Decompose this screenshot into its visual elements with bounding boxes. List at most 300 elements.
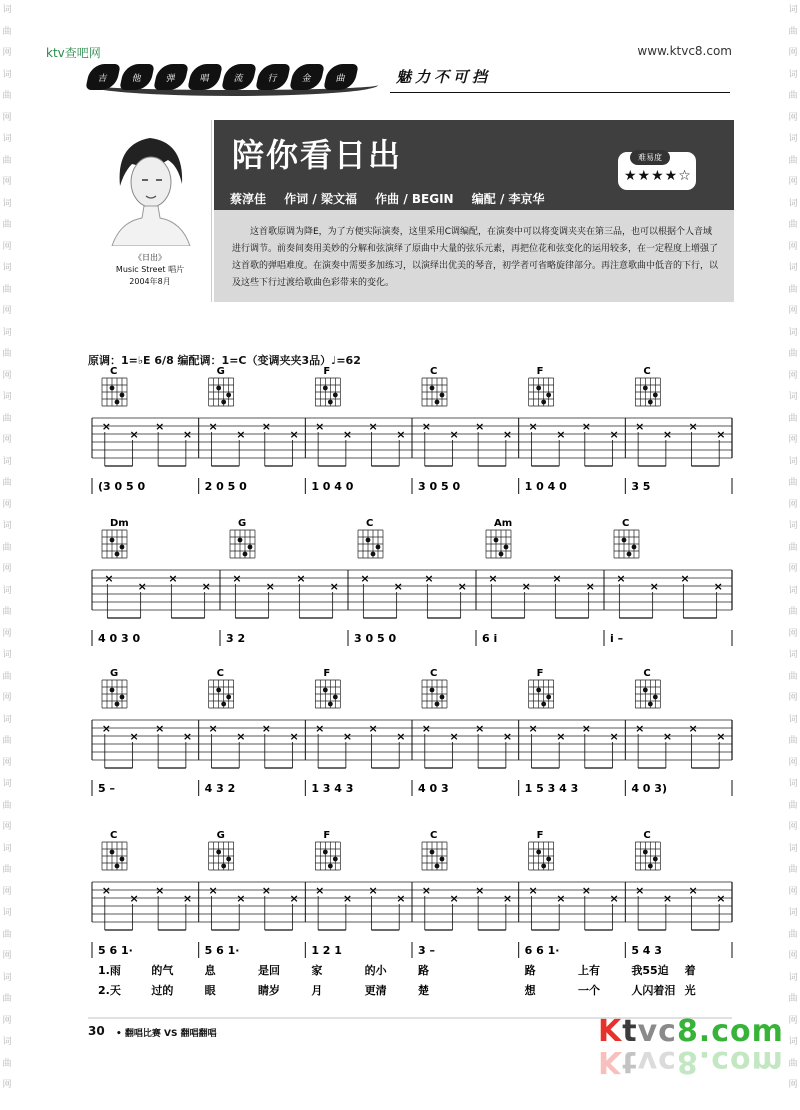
watermark-char: 网 bbox=[788, 499, 798, 510]
chord-finger-dot bbox=[546, 857, 551, 862]
tab-note-x: × bbox=[289, 428, 299, 441]
chord-name: G bbox=[238, 518, 247, 529]
tab-note-x: × bbox=[649, 580, 659, 593]
watermark-char: 网 bbox=[2, 1015, 12, 1026]
chord-finger-dot bbox=[648, 400, 653, 405]
tab-note-x: × bbox=[315, 884, 325, 897]
tab-note-x: × bbox=[232, 572, 242, 585]
chord-finger-dot bbox=[333, 695, 338, 700]
chord-finger-dot bbox=[648, 864, 653, 869]
watermark-char: 曲 bbox=[2, 478, 12, 488]
tab-note-x: × bbox=[556, 892, 566, 905]
watermark-char: 词 bbox=[2, 456, 12, 467]
chord-finger-dot bbox=[243, 552, 248, 557]
watermark-char: 网 bbox=[2, 241, 12, 252]
banner-char-7: 金 bbox=[289, 64, 325, 90]
chord-finger-dot bbox=[226, 393, 231, 398]
tab-note-x: × bbox=[368, 884, 378, 897]
chord-finger-dot bbox=[226, 695, 231, 700]
tab-note-x: × bbox=[289, 730, 299, 743]
chord-finger-dot bbox=[494, 538, 499, 543]
watermark-char: 词 bbox=[2, 714, 12, 725]
chord-name: C bbox=[643, 830, 651, 841]
watermark-char: 曲 bbox=[2, 155, 12, 166]
tab-note-x: × bbox=[616, 572, 626, 585]
tab-note-x: × bbox=[662, 730, 673, 743]
tab-note-x: × bbox=[449, 892, 459, 905]
watermark-char: 曲 bbox=[2, 542, 12, 553]
tab-note-x: × bbox=[581, 884, 592, 897]
lyric-verse2: 更清 bbox=[364, 984, 387, 997]
chord-finger-dot bbox=[504, 545, 509, 550]
numbered-notation: 5 4 3 bbox=[631, 944, 662, 957]
footer-book-title: • 翻唱比赛 VS 翻唱翻唱 bbox=[116, 1029, 217, 1039]
chord-name: C bbox=[366, 518, 374, 529]
tab-note-x: × bbox=[296, 572, 306, 585]
chord-finger-dot bbox=[120, 695, 125, 700]
tab-note-x: × bbox=[155, 884, 165, 897]
brand-reflection-8com: 8.com bbox=[676, 1044, 784, 1079]
tab-note-x: × bbox=[182, 730, 193, 743]
watermark-char: 曲 bbox=[788, 155, 798, 166]
chord-finger-dot bbox=[115, 400, 120, 405]
numbered-notation: 4 0 3) bbox=[631, 782, 667, 795]
chord-finger-dot bbox=[216, 386, 221, 391]
tab-note-x: × bbox=[521, 580, 531, 593]
tab-note-x: × bbox=[528, 420, 538, 433]
tab-note-x: × bbox=[457, 580, 467, 593]
watermark-char: 网 bbox=[788, 886, 798, 897]
chord-name: C bbox=[216, 668, 225, 679]
tab-note-x: × bbox=[396, 892, 406, 905]
watermark-char: 网 bbox=[788, 306, 798, 316]
lyricist: 作词 / 梁文福 bbox=[284, 192, 357, 206]
chord-name: C bbox=[110, 366, 118, 377]
tab-note-x: × bbox=[236, 892, 246, 905]
chord-name: C bbox=[643, 668, 651, 679]
chord-name: F bbox=[323, 366, 331, 377]
tab-note-x: × bbox=[208, 884, 218, 897]
watermark-char: 网 bbox=[2, 693, 12, 703]
tab-note-x: × bbox=[329, 580, 339, 593]
arranger: 编配 / 李京华 bbox=[471, 192, 545, 206]
watermark-char: 曲 bbox=[788, 994, 798, 1004]
chord-finger-dot bbox=[110, 538, 115, 543]
chord-finger-dot bbox=[440, 857, 445, 862]
watermark-char: 词 bbox=[788, 327, 798, 338]
watermark-char: 曲 bbox=[2, 736, 12, 746]
numbered-notation: 6 i bbox=[482, 632, 498, 645]
watermark-char: 词 bbox=[788, 972, 798, 983]
song-description: 这首歌原调为降E，为了方便实际演奏，这里采用C调编配，在演奏中可以将变调夹夹在第三品，也可以根据个人音域进行调节。前奏间奏用美妙的分解和弦演绎了原曲中大量的弦乐元素，再把位花和弦变化的运用较多，在一定程度上增强了这首歌的弹唱难度。在演奏中需要多加练习，以演绎出优美的琴音，初学者可省略旋律部分。再注意歌曲中低音的下行，以及这些下行过渡给歌曲色彩带来的变化。 bbox=[214, 210, 734, 302]
page-number: 30 bbox=[88, 1024, 105, 1038]
watermark-char: 词 bbox=[2, 134, 12, 144]
tab-note-x: × bbox=[635, 420, 645, 433]
tab-note-x: × bbox=[315, 722, 325, 735]
chord-name: F bbox=[536, 668, 544, 679]
chord-finger-dot bbox=[536, 688, 541, 693]
tab-note-x: × bbox=[488, 572, 498, 585]
chord-finger-dot bbox=[221, 864, 226, 869]
tab-note-x: × bbox=[101, 722, 112, 735]
tab-note-x: × bbox=[556, 428, 566, 441]
lyric-verse1: 是回 bbox=[258, 964, 280, 977]
chord-finger-dot bbox=[238, 538, 243, 543]
brand-k: K bbox=[598, 1014, 623, 1049]
watermark-char: 网 bbox=[2, 564, 12, 574]
chord-finger-dot bbox=[323, 386, 328, 391]
tab-note-x: × bbox=[609, 730, 619, 743]
numbered-notation: 3 0 5 0 bbox=[354, 632, 397, 645]
chord-name: C bbox=[110, 830, 118, 841]
watermark-char: 网 bbox=[2, 886, 12, 897]
chord-name: Dm bbox=[110, 518, 129, 529]
watermark-char: 词 bbox=[788, 134, 798, 144]
chord-finger-dot bbox=[216, 850, 221, 855]
watermark-char: 网 bbox=[2, 499, 12, 510]
watermark-char: 词 bbox=[788, 198, 798, 209]
chord-name: F bbox=[323, 830, 331, 841]
numbered-notation: 4 0 3 bbox=[418, 782, 449, 795]
numbered-notation: i – bbox=[610, 632, 624, 645]
tab-note-x: × bbox=[556, 730, 566, 743]
lyric-verse2: 睛岁 bbox=[258, 984, 280, 997]
chord-finger-dot bbox=[622, 538, 627, 543]
watermark-char: 曲 bbox=[788, 607, 798, 617]
watermark-char: 曲 bbox=[2, 865, 12, 875]
watermark-char: 曲 bbox=[788, 284, 798, 295]
watermark-char: 词 bbox=[788, 1037, 798, 1047]
numbered-notation: 1 3 4 3 bbox=[311, 782, 354, 795]
tab-note-x: × bbox=[368, 420, 378, 433]
chord-finger-dot bbox=[541, 702, 546, 707]
watermark-char: 曲 bbox=[2, 284, 12, 295]
watermark-char: 词 bbox=[2, 585, 12, 596]
chord-finger-dot bbox=[226, 857, 231, 862]
tab-note-x: × bbox=[688, 884, 698, 897]
lyric-verse1: 路 bbox=[418, 964, 429, 977]
tab-note-x: × bbox=[129, 428, 139, 441]
watermark-char: 词 bbox=[788, 392, 798, 402]
tab-note-x: × bbox=[104, 572, 114, 585]
brand-t: t bbox=[622, 1014, 638, 1049]
chord-finger-dot bbox=[430, 850, 435, 855]
watermark-char: 网 bbox=[788, 370, 798, 381]
numbered-notation: 1 0 4 0 bbox=[311, 480, 354, 493]
numbered-notation: 4 0 3 0 bbox=[98, 632, 141, 645]
chord-name: C bbox=[622, 518, 630, 529]
banner-char-5: 流 bbox=[221, 64, 257, 90]
tab-note-x: × bbox=[662, 428, 673, 441]
chord-finger-dot bbox=[110, 850, 115, 855]
watermark-char: 词 bbox=[788, 521, 798, 531]
tab-note-x: × bbox=[424, 572, 434, 585]
banner-char-6: 行 bbox=[255, 64, 291, 90]
chord-name: G bbox=[216, 366, 225, 377]
key-signature-line: 原调：1=♭E 6/8 编配调：1=C（变调夹夹3品）♩=62 bbox=[88, 354, 361, 367]
numbered-notation: 4 3 2 bbox=[204, 782, 236, 795]
chord-finger-dot bbox=[648, 702, 653, 707]
brand-reflection-vc: vc bbox=[637, 1044, 677, 1079]
numbered-notation: 6 6 1· bbox=[524, 944, 560, 957]
watermark-char: 词 bbox=[2, 1037, 12, 1047]
watermark-char: 词 bbox=[2, 521, 12, 531]
tab-note-x: × bbox=[662, 892, 673, 905]
watermark-char: 网 bbox=[2, 370, 12, 381]
banner-char-4: 唱 bbox=[187, 64, 223, 90]
watermark-char: 网 bbox=[788, 177, 798, 187]
chord-name: C bbox=[430, 366, 438, 377]
tab-note-x: × bbox=[716, 730, 726, 743]
chord-finger-dot bbox=[440, 695, 445, 700]
lyric-verse1: 的气 bbox=[151, 964, 174, 977]
tab-note-x: × bbox=[261, 722, 272, 735]
numbered-notation: 2 0 5 0 bbox=[204, 480, 247, 493]
watermark-char: 曲 bbox=[2, 413, 12, 424]
tab-note-x: × bbox=[360, 572, 370, 585]
lyric-verse2: 一个 bbox=[578, 984, 600, 997]
lyric-verse2: 过的 bbox=[151, 984, 174, 997]
tab-note-x: × bbox=[182, 892, 193, 905]
tab-note-x: × bbox=[552, 572, 562, 585]
chord-name: G bbox=[110, 668, 119, 679]
watermark-char: 网 bbox=[788, 757, 798, 768]
watermark-char: 曲 bbox=[2, 91, 12, 101]
chord-name: F bbox=[536, 830, 544, 841]
chord-finger-dot bbox=[115, 702, 120, 707]
chord-finger-dot bbox=[435, 864, 440, 869]
banner-char-3: 弹 bbox=[153, 64, 189, 90]
watermark-char: 网 bbox=[788, 564, 798, 574]
chord-name: F bbox=[323, 668, 331, 679]
watermark-char: 网 bbox=[2, 177, 12, 187]
watermark-char: 曲 bbox=[788, 220, 798, 230]
tab-note-x: × bbox=[713, 580, 723, 593]
lyric-verse1: 1.雨 bbox=[98, 964, 121, 977]
chord-finger-dot bbox=[328, 864, 333, 869]
watermark-char: 网 bbox=[788, 241, 798, 252]
tab-note-x: × bbox=[155, 722, 165, 735]
chord-finger-dot bbox=[430, 386, 435, 391]
tab-note-x: × bbox=[688, 722, 698, 735]
chord-finger-dot bbox=[221, 702, 226, 707]
watermark-char: 曲 bbox=[2, 26, 12, 37]
watermark-char: 网 bbox=[2, 112, 12, 123]
brand-reflection-t: t bbox=[622, 1044, 638, 1079]
composer: 作曲 / BEGIN bbox=[375, 192, 454, 206]
lyric-verse2: 2.天 bbox=[98, 984, 121, 997]
watermark-char: 词 bbox=[788, 908, 798, 918]
watermark-char: 词 bbox=[2, 198, 12, 209]
tab-note-x: × bbox=[342, 428, 353, 441]
watermark-char: 曲 bbox=[2, 349, 12, 359]
watermark-char: 曲 bbox=[2, 994, 12, 1004]
tab-note-x: × bbox=[208, 722, 218, 735]
watermark-char: 词 bbox=[788, 843, 798, 854]
watermark-char: 曲 bbox=[788, 478, 798, 488]
watermark-char: 网 bbox=[788, 951, 798, 961]
chord-finger-dot bbox=[216, 688, 221, 693]
watermark-char: 词 bbox=[2, 908, 12, 918]
chord-finger-dot bbox=[653, 695, 658, 700]
tab-note-x: × bbox=[635, 884, 645, 897]
tab-note-x: × bbox=[716, 428, 726, 441]
tab-note-x: × bbox=[393, 580, 403, 593]
watermark-char: 网 bbox=[788, 112, 798, 123]
tab-note-x: × bbox=[528, 884, 538, 897]
brand-8com: 8.com bbox=[676, 1014, 784, 1049]
chord-name: Am bbox=[494, 518, 513, 529]
watermark-char: 曲 bbox=[2, 671, 12, 682]
chord-finger-dot bbox=[323, 850, 328, 855]
watermark-char: 曲 bbox=[788, 929, 798, 940]
tab-note-x: × bbox=[289, 892, 299, 905]
watermark-char: 曲 bbox=[2, 929, 12, 940]
tab-note-x: × bbox=[421, 722, 432, 735]
watermark-char: 网 bbox=[788, 822, 798, 832]
watermark-char: 词 bbox=[2, 843, 12, 854]
watermark-char: 词 bbox=[2, 779, 12, 789]
chord-finger-dot bbox=[643, 386, 648, 391]
lyric-verse1: 着 bbox=[684, 964, 696, 977]
tab-note-x: × bbox=[502, 730, 513, 743]
lyric-verse1: 路 bbox=[524, 964, 536, 977]
tab-note-x: × bbox=[368, 722, 378, 735]
tab-note-x: × bbox=[261, 420, 272, 433]
chord-name: C bbox=[430, 668, 438, 679]
watermark-char: 网 bbox=[2, 48, 12, 58]
watermark-char: 词 bbox=[788, 5, 798, 15]
chord-finger-dot bbox=[248, 545, 253, 550]
chord-name: C bbox=[643, 366, 651, 377]
watermark-char: 词 bbox=[2, 327, 12, 338]
numbered-notation: 5 6 1· bbox=[98, 944, 133, 957]
chord-finger-dot bbox=[323, 688, 328, 693]
tab-note-x: × bbox=[421, 884, 432, 897]
site-url[interactable]: www.ktvc8.com bbox=[637, 44, 732, 58]
tab-note-x: × bbox=[581, 722, 592, 735]
song-title: 陪你看日出 bbox=[232, 136, 403, 174]
tab-note-x: × bbox=[315, 420, 325, 433]
tab-note-x: × bbox=[236, 428, 246, 441]
tab-note-x: × bbox=[449, 730, 459, 743]
numbered-notation: 5 – bbox=[98, 782, 115, 795]
chord-finger-dot bbox=[435, 702, 440, 707]
chord-finger-dot bbox=[328, 702, 333, 707]
watermark-char: 词 bbox=[2, 263, 12, 273]
chord-name: G bbox=[216, 830, 225, 841]
watermark-char: 网 bbox=[2, 757, 12, 768]
numbered-notation: 3 2 bbox=[226, 632, 246, 645]
watermark-char: 网 bbox=[788, 693, 798, 703]
chord-finger-dot bbox=[541, 864, 546, 869]
watermark-char: 网 bbox=[788, 1015, 798, 1026]
chord-finger-dot bbox=[221, 400, 226, 405]
banner-char-1: 吉 bbox=[85, 64, 121, 90]
chord-finger-dot bbox=[440, 393, 445, 398]
numbered-notation: 5 6 1· bbox=[204, 944, 240, 957]
chord-name: C bbox=[430, 830, 438, 841]
tab-note-x: × bbox=[396, 730, 406, 743]
watermark-char: 曲 bbox=[2, 1058, 12, 1069]
brand-reflection-k: K bbox=[598, 1044, 623, 1079]
tab-note-x: × bbox=[155, 420, 165, 433]
chord-finger-dot bbox=[499, 552, 504, 557]
watermark-char: 词 bbox=[2, 69, 12, 80]
chord-finger-dot bbox=[110, 688, 115, 693]
chord-finger-dot bbox=[120, 393, 125, 398]
watermark-char: 曲 bbox=[2, 607, 12, 617]
tab-note-x: × bbox=[396, 428, 406, 441]
chord-finger-dot bbox=[536, 850, 541, 855]
watermark-char: 曲 bbox=[788, 800, 798, 811]
record-label: Music Street 唱片 bbox=[115, 265, 185, 274]
watermark-char: 曲 bbox=[788, 542, 798, 553]
watermark-char: 词 bbox=[788, 263, 798, 273]
chord-finger-dot bbox=[546, 393, 551, 398]
chord-finger-dot bbox=[430, 688, 435, 693]
watermark-char: 曲 bbox=[788, 413, 798, 424]
watermark-char: 网 bbox=[788, 435, 798, 445]
lyric-verse2: 眼 bbox=[204, 984, 216, 997]
chord-finger-dot bbox=[333, 393, 338, 398]
tab-note-x: × bbox=[688, 420, 698, 433]
chord-finger-dot bbox=[115, 864, 120, 869]
lyric-verse2: 想 bbox=[524, 984, 536, 997]
singer-name: 蔡淳佳 bbox=[230, 192, 267, 206]
watermark-char: 词 bbox=[788, 714, 798, 725]
numbered-notation: 1 2 1 bbox=[311, 944, 342, 957]
numbered-notation: 3 5 bbox=[631, 480, 651, 493]
tab-note-x: × bbox=[182, 428, 193, 441]
watermark-char: 网 bbox=[2, 822, 12, 832]
watermark-char: 网 bbox=[788, 48, 798, 58]
watermark-char: 词 bbox=[788, 456, 798, 467]
banner-char-2: 他 bbox=[119, 64, 155, 90]
tab-note-x: × bbox=[609, 892, 619, 905]
watermark-char: 网 bbox=[2, 1080, 12, 1090]
chord-finger-dot bbox=[653, 857, 658, 862]
watermark-char: 网 bbox=[2, 951, 12, 961]
watermark-char: 曲 bbox=[788, 26, 798, 37]
watermark-char: 词 bbox=[788, 69, 798, 80]
watermark-char: 曲 bbox=[788, 91, 798, 101]
tab-note-x: × bbox=[585, 580, 595, 593]
watermark-char: 词 bbox=[788, 585, 798, 596]
tab-note-x: × bbox=[449, 428, 459, 441]
watermark-char: 词 bbox=[2, 972, 12, 983]
lyric-verse1: 上有 bbox=[578, 964, 600, 977]
brand-vc: vc bbox=[637, 1014, 677, 1049]
banner-char-8: 曲 bbox=[323, 64, 359, 90]
chord-finger-dot bbox=[115, 552, 120, 557]
tab-note-x: × bbox=[502, 428, 513, 441]
watermark-char: 网 bbox=[2, 435, 12, 445]
chord-finger-dot bbox=[376, 545, 381, 550]
tab-note-x: × bbox=[581, 420, 592, 433]
lyric-verse1: 息 bbox=[204, 964, 216, 977]
chord-finger-dot bbox=[120, 545, 125, 550]
ktv-logo-text[interactable]: ktv查吧网 bbox=[46, 46, 101, 60]
tab-note-x: × bbox=[129, 892, 139, 905]
watermark-char: 曲 bbox=[2, 800, 12, 811]
release-date: 2004年8月 bbox=[129, 277, 171, 286]
difficulty-label: 难易度 bbox=[630, 150, 670, 165]
watermark-char: 曲 bbox=[788, 349, 798, 359]
tab-note-x: × bbox=[208, 420, 218, 433]
chord-finger-dot bbox=[546, 695, 551, 700]
tab-note-x: × bbox=[716, 892, 726, 905]
